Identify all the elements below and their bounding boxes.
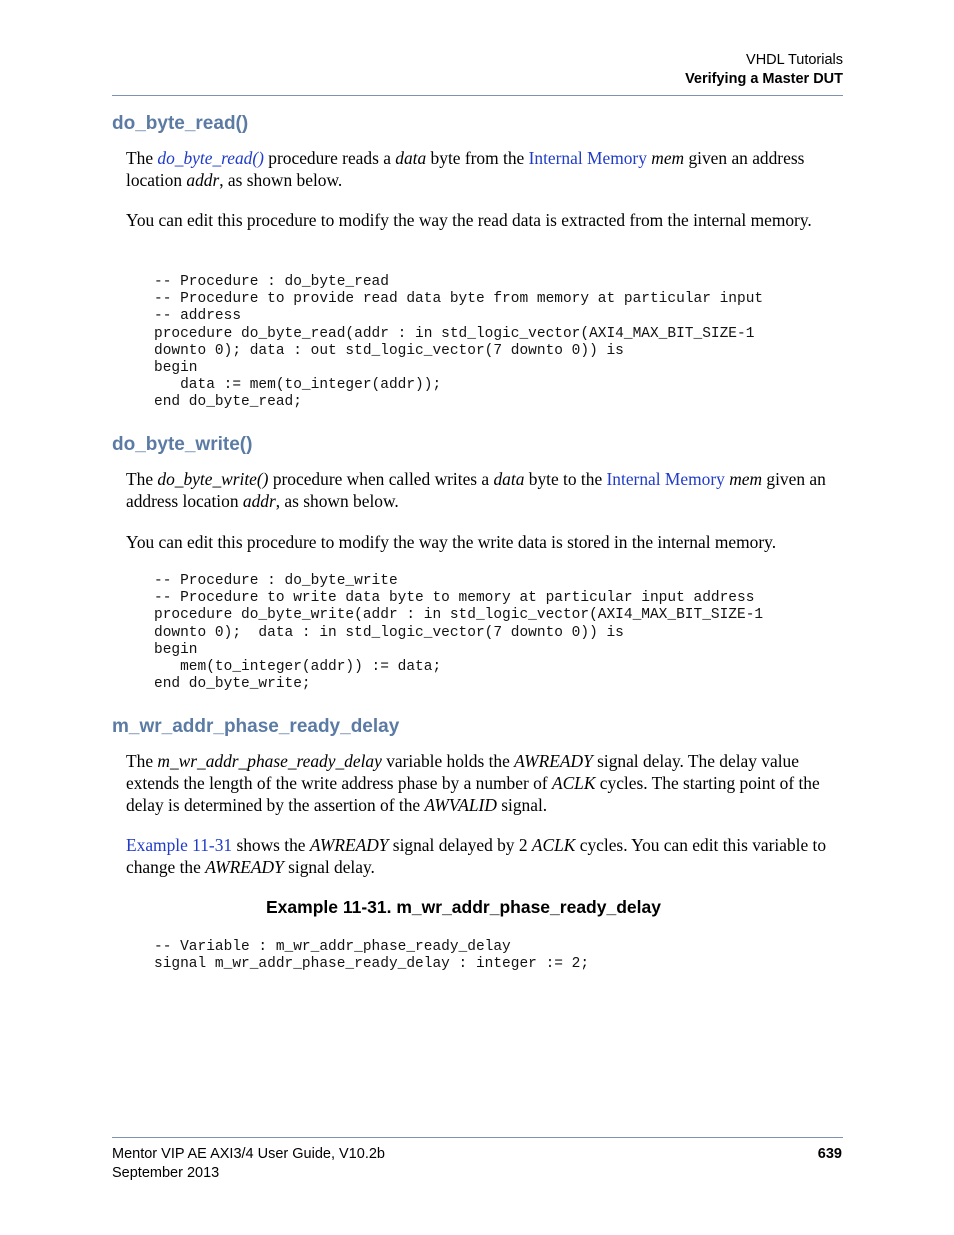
link-do-byte-read[interactable]	[157, 148, 264, 168]
link-internal-memory[interactable]: Internal Memory	[606, 469, 725, 489]
text-run: given an address location	[126, 148, 805, 190]
header-subtitle: Verifying a Master DUT	[685, 71, 843, 87]
paragraph-byte-read-edit: You can edit this procedure to modify the way the read data is extracted from the internal memory.	[126, 210, 812, 230]
emphasis-term: m_wr_addr_phase_ready_delay	[157, 751, 382, 771]
footer-rule	[112, 1137, 843, 1138]
emphasis-term: data	[493, 469, 525, 489]
emphasis-term: AWREADY	[205, 857, 284, 877]
page-number: 639	[817, 1146, 842, 1162]
code-block-do-byte-read: -- Procedure : do_byte_read -- Procedure to provide read data byte from memory at particular input -- address procedure do_byte_read(addr : in std_logic_vector(AXI4_MAX_BIT_SIZE-1 downto 0); data : out std_logic_vector(7 downto 0)) is begin data := mem(to_integer(addr)); end do_byte_read;	[154, 274, 764, 411]
code-block-ready-delay: -- Variable : m_wr_addr_phase_ready_delay signal m_wr_addr_phase_ready_delay : integer := 2;	[154, 939, 590, 973]
text-run: variable holds the	[381, 751, 515, 771]
text-run: procedure when called writes a	[268, 469, 494, 489]
emphasis-term: addr	[242, 491, 276, 511]
text-run: signal.	[496, 795, 548, 815]
text-run: given an address location	[126, 469, 826, 511]
emphasis-term: mem	[729, 469, 763, 489]
text-run: shows the	[232, 835, 310, 855]
text-run: signal delay. The delay value extends the length of the write address phase by a number of	[126, 751, 799, 793]
emphasis-term: ACLK	[551, 773, 596, 793]
text-run: The	[126, 469, 158, 489]
emphasis-term: ACLK	[531, 835, 576, 855]
text-run: signal delayed by 2	[388, 835, 532, 855]
emphasis-term: AWREADY	[514, 751, 593, 771]
text-run: The	[126, 751, 158, 771]
emphasis-term: mem	[651, 148, 685, 168]
footer-date: September 2013	[112, 1165, 220, 1181]
example-caption: Example 11-31. m_wr_addr_phase_ready_delay	[266, 897, 661, 917]
emphasis-term: addr	[186, 170, 220, 190]
header-title: VHDL Tutorials	[746, 52, 843, 68]
code-block-do-byte-write: -- Procedure : do_byte_write -- Procedure to write data byte to memory at particular input address procedure do_byte_write(addr : in std_logic_vector(AXI4_MAX_BIT_SIZE-1 downto 0); data : in std_logic_vector(7 downto 0)) is begin mem(to_integer(addr)) := data; end do_byte_write;	[154, 573, 764, 693]
link-example-11-31[interactable]: Example 11-31	[126, 835, 233, 855]
emphasis-term: AWREADY	[309, 835, 389, 855]
section-title-do-byte-read: do_byte_read()	[112, 113, 249, 134]
text-run: cycles. You can edit this variable to change the	[126, 835, 827, 877]
emphasis-term: data	[395, 148, 427, 168]
footer-guide-title: Mentor VIP AE AXI3/4 User Guide, V10.2b	[112, 1146, 385, 1162]
link-text: do_byte_read()	[157, 148, 264, 168]
text-run: , as shown below.	[219, 170, 343, 190]
paragraph-ready-delay-intro	[126, 750, 836, 816]
section-title-ready-delay: m_wr_addr_phase_ready_delay	[112, 716, 400, 737]
running-header	[685, 51, 843, 89]
text-run: cycles. The starting point of the delay is determined by the assertion of the	[126, 773, 820, 815]
header-rule	[112, 95, 843, 96]
paragraph-byte-write-edit: You can edit this procedure to modify the way the write data is stored in the internal memory.	[126, 532, 777, 552]
text-run: byte from the	[426, 148, 529, 168]
paragraph-byte-read-intro	[126, 147, 836, 191]
text-run: byte to the	[524, 469, 607, 489]
text-run: signal delay.	[283, 857, 375, 877]
text-run: procedure reads a	[263, 148, 396, 168]
text-run: The	[126, 148, 158, 168]
text-run: , as shown below.	[275, 491, 399, 511]
footer-info	[112, 1145, 385, 1183]
paragraph-byte-write-intro	[126, 468, 836, 512]
emphasis-term: AWVALID	[424, 795, 497, 815]
paragraph-ready-delay-example	[126, 834, 836, 878]
link-internal-memory[interactable]: Internal Memory	[528, 148, 647, 168]
section-title-do-byte-write: do_byte_write()	[112, 434, 253, 455]
emphasis-term: do_byte_write()	[157, 469, 269, 489]
